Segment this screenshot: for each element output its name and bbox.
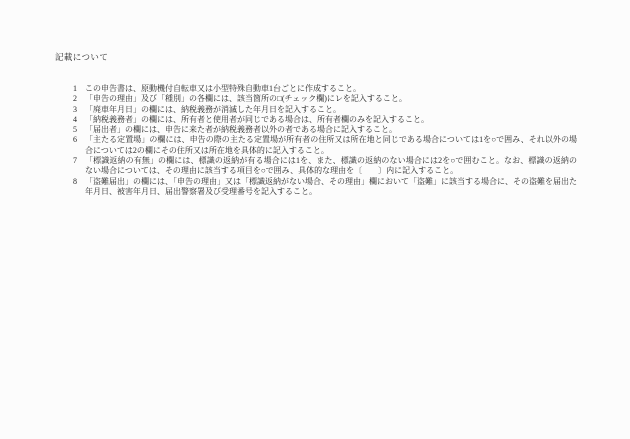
item-text: 「申告の理由」及び「種別」の各欄には、該当箇所の□(チェック欄)にレを記入すること。 xyxy=(85,94,407,104)
instruction-item xyxy=(55,84,579,94)
item-text: この申告書は、原動機付自転車又は小型特殊自動車1台ごとに作成すること。 xyxy=(85,84,361,93)
item-number: 8 xyxy=(73,176,77,186)
item-number: 2 xyxy=(73,94,77,104)
item-text: 「主たる定置場」の欄には、申告の際の主たる定置場が所有者の住所又は所在地と同じである場合については1を○で囲み、それ以外の場合については2の欄にその住所又は所在地を具体的に記入すること。 xyxy=(85,135,577,155)
item-number: 1 xyxy=(73,84,77,93)
instruction-item xyxy=(55,125,579,135)
page-title: 記載について xyxy=(55,52,109,62)
instruction-item xyxy=(55,94,579,104)
item-text: 「廃車年月日」の欄には、納税義務が消滅した年月日を記入すること。 xyxy=(85,104,341,114)
instruction-list xyxy=(55,84,579,197)
instruction-item xyxy=(55,105,579,115)
item-number: 4 xyxy=(73,114,77,124)
item-text: 「標識返納の有無」の欄には、標識の返納が有る場合には1を、また、標識の返納のない場合には2を○で囲むこと。なお、標識の返納のない場合については、その理由に該当する項目を○で囲み、具体的な理由を〔 〕内に記入すること。 xyxy=(85,156,577,176)
item-text: 「盗難届出」の欄には、「申告の理由」又は「標識返納がない場合、その理由」欄において「盗難」に該当する場合に、その盗難を届出た年月日、被害年月日、届出警察署及び受理番号を記入すること。 xyxy=(85,176,577,196)
instruction-item xyxy=(55,156,579,177)
instruction-item xyxy=(55,135,579,156)
item-number: 5 xyxy=(73,125,77,135)
item-number: 7 xyxy=(73,156,77,166)
item-number: 6 xyxy=(73,135,77,145)
instruction-item xyxy=(55,177,579,198)
item-number: 3 xyxy=(73,104,77,114)
item-text: 「届出者」の欄には、申告に来た者が納税義務者以外の者である場合に記入すること。 xyxy=(85,125,397,135)
item-text: 「納税義務者」の欄には、所有者と使用者が同じである場合は、所有者欄のみを記入すること。 xyxy=(85,114,429,124)
instruction-item xyxy=(55,115,579,125)
